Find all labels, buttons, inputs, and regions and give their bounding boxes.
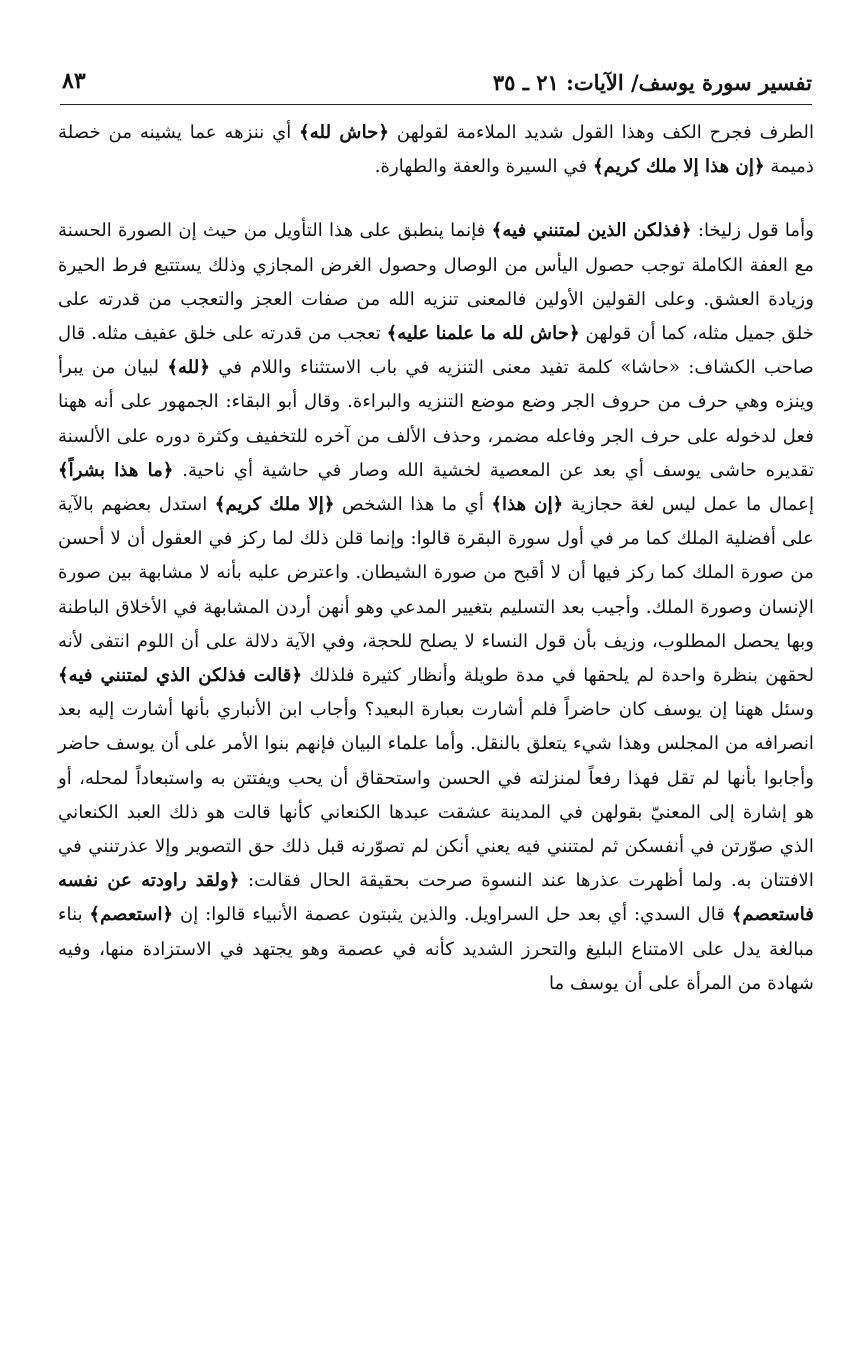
text-run: لبيان من يبرأ وينزه وهي حرف من حروف الجر وضع موضع التنزيه والبراءة. وقال أبو البقاء: الجمهور على أنه ههنا فعل لدخوله على حرف الجر وفاعله مضمر، وحذف الألف من آخره للتخفيف وكثرة دوره على الألسنة تقديره حاشى يوسف أي بعد عن المعصية لخشية الله وصار في حاشية أي ناحية. (58, 357, 815, 481)
text-run: في السيرة والعفة والطهارة. (374, 156, 593, 178)
text-run: استدل بعضهم بالآية على أفضلية الملك كما مر في أول سورة البقرة قالوا: وإنما قلن ذلك لما ركز في العقول أن لا أحسن من صورة الملك كما ركز فيها أن لا أقبح من صورة الشيطان. واعترض عليه بأنه لا مشابهة بين صورة الإنسان وصورة الملك. وأجيب بعد التسليم بتغيير المدعي وهو أنهن أردن المشابهة في الأخلاق الباطنة وبها يحصل المطلوب، وزيف بأن قول النساء لا يصلح للحجة، وفي الآية دلالة على أن اللوم انتفى لأنه لحقهن بنظرة واحدة لم يلحقها في مدة طويلة وأنظار كثيرة فلذلك (58, 494, 814, 687)
text-run: وسئل ههنا إن يوسف كان حاضراً فلم أشارت بعبارة البعيد؟ وأجاب ابن الأنباري بأنها أشارت إليه بعد انصرافه من المجلس وهذا شيء يتعلق بالنقل. وأما علماء البيان فإنهم بنوا الأمر على أن يوسف حاضر وأجابوا بأنها لم تقل فهذا رفعاً لمنزلته في الحسن واستحقاق أن يحب ويفتتن به واستبعاداً لمحله، أو هو إشارة إلى المعنيّ بقولهن في المدينة عشقت عبدها الكنعاني كأنها قالت هو ذلك العبد الكنعاني الذي صوّرتن في أنفسكن ثم لمتنني فيه يعني أنكن لم تصوّرنه قبل ذلك حق التصوير وإلا عذرتنني في الافتتان به. ولما أظهرت عذرها عند النسوة صرحت بحقيقة الحال فقالت: (58, 699, 814, 892)
quran-quote: ﴿إن هذا﴾ (491, 494, 564, 516)
quran-quote: ﴿إلا ملك كريم﴾ (214, 494, 335, 516)
quran-quote: ﴿لله﴾ (167, 357, 210, 379)
page-number: ٨٣ (62, 68, 86, 94)
paragraph (58, 116, 814, 184)
quran-quote: ﴿إن هذا إلا ملك كريم﴾ (592, 156, 765, 178)
body-text (58, 116, 814, 1001)
text-run: الطرف فجرح الكف وهذا القول شديد الملاءمة لقولهن (389, 122, 815, 143)
quran-quote: ﴿ما هذا بشراً﴾ (58, 459, 174, 481)
quran-quote: ﴿حاش لله ما علمنا عليه﴾ (386, 323, 580, 345)
paragraph (58, 214, 814, 1001)
text-run: أي ننزهه عما يشينه من خصلة ذميمة (58, 122, 814, 178)
running-title: تفسير سورة يوسف/ الآيات: ٢١ ـ ٣٥ (492, 70, 812, 95)
quran-quote: ﴿ولقد راودته عن نفسه فاستعصم﴾ (58, 870, 814, 926)
text-run: وأما قول زليخا: (691, 220, 814, 242)
text-run: إعمال ما عمل ليس لغة حجازية (563, 494, 814, 516)
quran-quote: ﴿حاش لله﴾ (299, 122, 390, 143)
text-run: قال السدي: أي بعد حل السراويل. والذين يثبتون عصمة الأنبياء قالوا: إن (173, 904, 732, 926)
quran-quote: ﴿استعصم﴾ (89, 904, 174, 926)
text-run: أي ما هذا الشخص (334, 494, 492, 516)
quran-quote: ﴿فذلكن الذين لمتنني فيه﴾ (491, 220, 692, 242)
paragraph-gap (58, 184, 814, 214)
text-run: فإنما ينطبق على هذا التأويل من حيث إن الصورة الحسنة مع العفة الكاملة توجب حصول اليأس من الوصال وحصول الغرض المجازي وذلك يستتبع فرط الحيرة وزيادة العشق. وعلى القولين الأولين فالمعنى تنزيه الله من صفات العجز والتعجب من قدرته على خلق جميل مثله، كما أن قولهن (58, 220, 814, 345)
quran-quote: ﴿قالت فذلكن الذي لمتنني فيه﴾ (58, 665, 303, 687)
text-run: بناء مبالغة يدل على الامتناع البليغ والتحرز الشديد كأنه في عصمة وهو يجتهد في الاستزادة منها، وفيه شهادة من المرأة على أن يوسف ما (58, 904, 814, 994)
page-header (60, 64, 812, 105)
text-run: تعجب من قدرته على خلق عفيف مثله. قال صاحب الكشاف: «حاشا» كلمة تفيد معنى التنزيه في باب الاستثناء واللام في (58, 323, 814, 379)
